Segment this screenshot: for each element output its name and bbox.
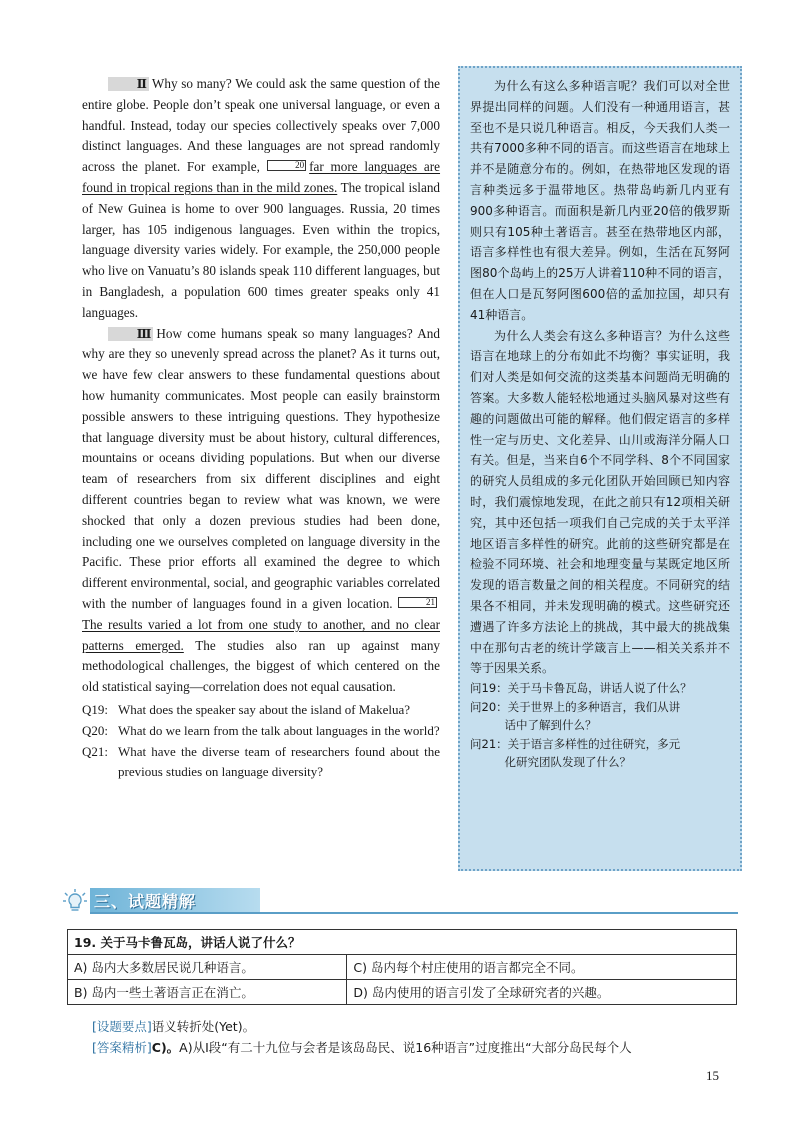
page-number: 15 — [706, 1068, 719, 1083]
question-item: Q21: What have the diverse team of researchers found about the previous studies on language diversity? — [82, 743, 440, 780]
paragraph-number: Ⅲ — [108, 327, 153, 341]
english-passage — [82, 74, 440, 783]
answer-notes — [92, 1016, 742, 1058]
underlined-answer-21: The results varied a lot from one study to another, and no clear patterns emerged. — [82, 616, 440, 653]
question-marker-20: 20 — [267, 160, 306, 171]
translation-panel — [458, 66, 742, 871]
question-item: Q19: What does the speaker say about the island of Makelua? — [82, 701, 411, 717]
lightbulb-icon — [62, 888, 88, 914]
section-tab — [90, 888, 260, 912]
question-19-title: 19. 关于马卡鲁瓦岛，讲话人说了什么？ — [68, 930, 737, 955]
underlined-answer-20: far more languages are found in tropical regions than in the mild zones. — [82, 159, 441, 195]
section-divider — [90, 912, 738, 914]
section-title: 三、试题精解 — [94, 892, 197, 911]
answer-analysis: [答案精析]C)。A)从Ⅰ段“有二十九位与会者是该岛岛民、说16种语言”过度推出“大部分岛民每个人 — [92, 1040, 632, 1055]
option-a: A) 岛内大多数居民说几种语言。 — [68, 955, 347, 980]
question-list — [82, 700, 440, 783]
question-marker-21: 21 — [398, 597, 437, 608]
paragraph-number: Ⅱ — [108, 77, 149, 91]
paragraph-3: Ⅲ How come humans speak so many languages? And why are they so unevenly spread across the planet? As it turns out, we have few clear answers to these fundamental questions about how humanity communicates. Most people can easily brainstorm possible answers to these intriguing questions. They hypothesize that language diversity must be about history, cultural differences, mountains or oceans dividing populations. But when our diverse team of researchers from six different disciplines and eight different countries began to review what was known, we were shocked that only a dozen previous studies had been done, including one we ourselves completed on language diversity in the Pacific. These prior efforts all examined the degree to which different environmental, social, and geographic variables correlated with the number of languages found in a given location. 21The results varied a lot from one study to another, and no clear patterns emerged. The studies also ran up against many methodological challenges, the biggest of which centered on the old statistical saying—correlation does not equal causation. — [82, 325, 441, 695]
translation-questions: 问19：关于马卡鲁瓦岛，讲话人说了什么？ 问20：关于世界上的多种语言，我们从讲 话中了解到什么？ 问21：关于语言多样性的过往研究，多元 化研究团队发现了什么？ — [470, 681, 692, 770]
section-heading — [62, 888, 738, 914]
key-point: [设题要点]语义转折处(Yet)。 — [92, 1019, 256, 1034]
option-c: C) 岛内每个村庄使用的语言都完全不同。 — [347, 955, 737, 980]
translation-paragraph-1: 为什么有这么多种语言呢？我们可以对全世界提出同样的问题。人们没有一种通用语言，甚至也不是只说几种语言。相反，今天我们人类一共有7000多种不同的语言。而这些语言在地球上并不是随意分布的。例如，在热带地区发现的语言种类远多于温带地区。热带岛屿新几内亚有900多种语言。而面积是新几内亚20倍的俄罗斯则只有105种土著语言。甚至在热带地区内部，语言多样性也有很大差异。例如，生活在瓦努阿图80个岛屿上的25万人讲着110种不同的语言，但在人口是瓦努阿图600倍的孟加拉国，却只有41种语言。 — [470, 79, 730, 322]
translation-paragraph-2: 为什么人类会有这么多种语言？为什么这些语言在地球上的分布如此不均衡？事实证明，我们对人类是如何交流的这类基本问题尚无明确的答案。大多数人能轻松地通过头脑风暴对这些有趣的问题做出可能的解释。他们假定语言的多样性一定与历史、文化差异、山川或海洋分隔人口有关。但是，当来自6个不同学科、8个不同国家的研究人员组成的多元化团队开始回顾已知内容时，我们震惊地发现，在此之前只有12项相关研究，其中还包括一项我们自己完成的关于太平洋地区语言多样性的研究。此前的这些研究都是在检验不同环境、社会和地理变量与某既定地区所发现的语言数量之间的相关程度。不同研究的结果各不相同，并未发现明确的模式。这些研究还遭遇了许多方法论上的挑战，其中最大的挑战集中在那句古老的统计学箴言上——相关关系并不等于因果关系。 — [470, 328, 730, 676]
question-item: Q20: What do we learn from the talk about languages in the world? — [82, 722, 440, 738]
option-b: B) 岛内一些土著语言正在消亡。 — [68, 980, 347, 1005]
question-19-table — [67, 929, 737, 1005]
option-d: D) 岛内使用的语言引发了全球研究者的兴趣。 — [347, 980, 737, 1005]
paragraph-2: Ⅱ Why so many? We could ask the same question of the entire globe. People don’t speak one universal language, or even a handful. Instead, today our species collectively speaks over 7,000 distinct languages. And these languages are not spread randomly across the planet. For example, 20 far more languages are found in tropical regions than in the mild zones. The tropical island of New Guinea is home to over 900 languages. Russia, 20 times larger, has 105 indigenous languages. Even within the tropics, language diversity varies widely. For example, the 250,000 people who live on Vanuatu’s 80 islands speak 110 different languages, but in Bangladesh, a population 600 times greater speaks only 41 languages. — [82, 76, 441, 320]
